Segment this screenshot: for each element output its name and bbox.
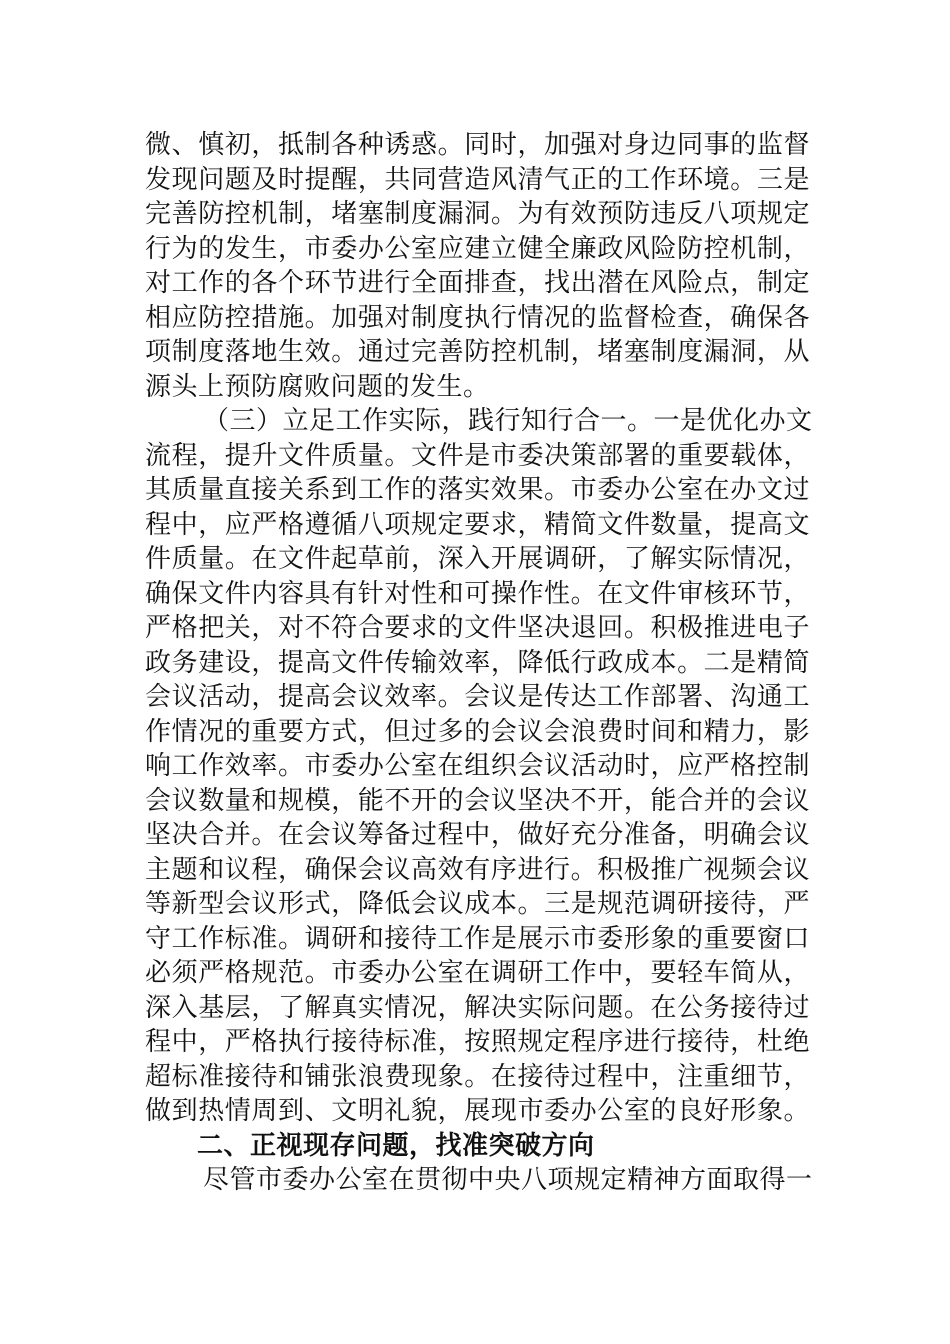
text-line: 微、慎初，抵制各种诱惑。同时，加强对身边同事的监督 — [145, 130, 810, 160]
text-line: 严格把关，对不符合要求的文件坚决退回。积极推进电子 — [145, 613, 810, 643]
text-line: 源头上预防腐败问题的发生。 — [145, 371, 490, 402]
text-line: 主题和议程，确保会议高效有序进行。积极推广视频会议 — [145, 854, 810, 885]
section-heading: 二、正视现存问题，找准突破方向 — [197, 1130, 595, 1161]
text-line: 守工作标准。调研和接待工作是展示市委形象的重要窗口 — [145, 923, 810, 954]
document-body — [145, 128, 813, 1198]
text-line: 做到热情周到、文明礼貌，展现市委办公室的良好形象。 — [145, 1096, 810, 1126]
text-line: 行为的发生，市委办公室应建立健全廉政风险防控机制， — [145, 233, 810, 264]
text-line: 必须严格规范。市委办公室在调研工作中，要轻车简从， — [145, 958, 810, 988]
text-line: 件质量。在文件起草前，深入开展调研，了解实际情况， — [145, 544, 810, 574]
text-line: 对工作的各个环节进行全面排查，找出潜在风险点，制定 — [145, 268, 810, 298]
text-line: 完善防控机制，堵塞制度漏洞。为有效预防违反八项规定 — [145, 199, 810, 229]
text-line: 超标准接待和铺张浪费现象。在接待过程中，注重细节， — [145, 1061, 810, 1092]
text-line: 确保文件内容具有针对性和可操作性。在文件审核环节， — [145, 578, 810, 609]
text-line: 发现问题及时提醒，共同营造风清气正的工作环境。三是 — [145, 164, 810, 195]
text-line: 程中，应严格遵循八项规定要求，精简文件数量，提高文 — [145, 509, 810, 540]
text-line: 等新型会议形式，降低会议成本。三是规范调研接待，严 — [145, 889, 810, 919]
text-line: 响工作效率。市委办公室在组织会议活动时，应严格控制 — [145, 751, 810, 781]
text-line: 坚决合并。在会议筹备过程中，做好充分准备，明确会议 — [145, 820, 810, 850]
text-line: 会议活动，提高会议效率。会议是传达工作部署、沟通工 — [145, 682, 810, 712]
text-line: 程中，严格执行接待标准，按照规定程序进行接待，杜绝 — [145, 1027, 810, 1057]
text-line: （三）立足工作实际，践行知行合一。一是优化办文 — [203, 406, 813, 436]
text-line: 政务建设，提高文件传输效率，降低行政成本。二是精简 — [145, 647, 810, 678]
text-line: 深入基层，了解真实情况，解决实际问题。在公务接待过 — [145, 992, 810, 1023]
text-line: 项制度落地生效。通过完善防控机制，堵塞制度漏洞，从 — [145, 337, 810, 367]
text-line: 相应防控措施。加强对制度执行情况的监督检查，确保各 — [145, 302, 810, 333]
text-line: 尽管市委办公室在贯彻中央八项规定精神方面取得一 — [203, 1165, 813, 1195]
text-line: 其质量直接关系到工作的落实效果。市委办公室在办文过 — [145, 475, 810, 505]
text-line: 流程，提升文件质量。文件是市委决策部署的重要载体， — [145, 440, 810, 471]
text-line: 作情况的重要方式，但过多的会议会浪费时间和精力，影 — [145, 716, 810, 747]
text-line: 会议数量和规模，能不开的会议坚决不开，能合并的会议 — [145, 785, 810, 816]
